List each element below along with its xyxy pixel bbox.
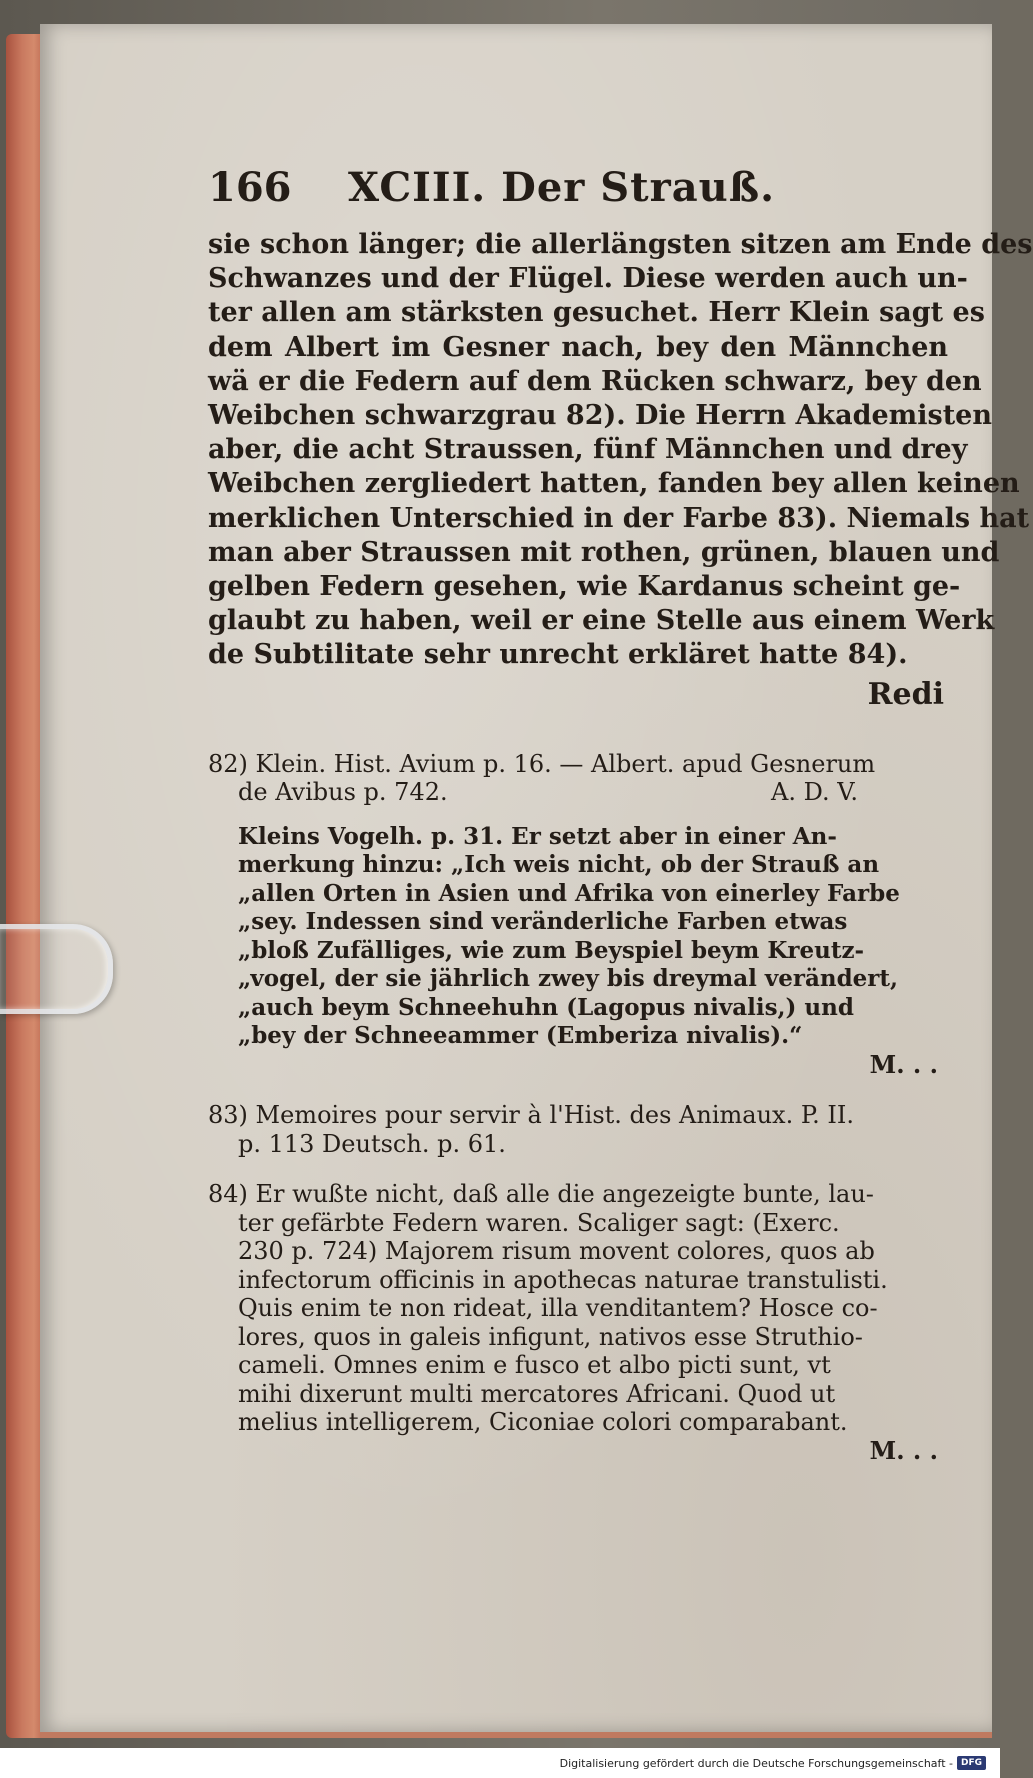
footnote-line: 82) Klein. Hist. Avium p. 16. — Albert. apud Gesnerum <box>208 749 876 778</box>
footnote-line: „bloß Zufälliges, wie zum Beyspiel beym Kreutz- <box>238 936 865 964</box>
footnote-line: melius intelligerem, Ciconiae colori comparabant. <box>238 1408 848 1437</box>
footnote-83 <box>208 1101 948 1158</box>
dfg-logo-icon: DFG <box>957 1756 986 1770</box>
body-line: Schwanzes und der Flügel. Diese werden auch un- <box>208 263 968 295</box>
body-line: glaubt zu haben, weil er eine Stelle aus einem Werk <box>208 605 995 637</box>
body-line: Weibchen schwarzgrau 82). Die Herrn Akademisten <box>208 400 992 432</box>
footnotes <box>208 750 948 1466</box>
book-page <box>40 24 1033 1738</box>
body-line: de Subtilitate sehr unrecht erkläret hatte 84). <box>208 639 908 671</box>
footnote-line: lores, quos in galeis infigunt, nativos esse Struthio- <box>238 1322 863 1351</box>
footnote-citation: de Avibus p. 742. <box>238 778 448 807</box>
footnote-line <box>208 778 948 807</box>
footnote-line: 84) Er wußte nicht, daß alle die angezeigte bunte, lau- <box>208 1180 874 1209</box>
footnote-signature: M. . . <box>869 1435 938 1465</box>
footnote-82 <box>208 750 948 1080</box>
footnote-signature: M. . . <box>869 1049 938 1079</box>
body-line: merklichen Unterschied in der Farbe 83). Niemals hat <box>208 502 1030 534</box>
footnote-line: Quis enim te non rideat, illa venditantem? Hosce co- <box>238 1294 878 1323</box>
footnote-line: „allen Orten in Asien und Afrika von einerley Farbe <box>238 879 900 907</box>
catchword: Redi <box>867 676 944 712</box>
body-line: aber, die acht Straussen, fünf Männchen und drey <box>208 434 968 466</box>
footnote-line: „bey der Schneeammer (Emberiza nivalis).“ <box>238 1022 803 1050</box>
digitization-credit-bar <box>0 1748 1000 1778</box>
body-line: man aber Straussen mit rothen, grünen, blauen und <box>208 536 1000 568</box>
footnote-84 <box>208 1180 948 1465</box>
body-line: wä er die Federn auf dem Rücken schwarz, bey den <box>208 365 982 397</box>
page-number: 166 <box>208 164 292 211</box>
footnote-82-commentary <box>208 823 948 1051</box>
footnote-signature: A. D. V. <box>771 778 858 807</box>
footnote-line: p. 113 Deutsch. p. 61. <box>238 1129 506 1158</box>
body-text <box>208 228 1033 673</box>
footnote-line: infectorum officinis in apothecas naturae transtulisti. <box>238 1265 888 1294</box>
footnote-line: cameli. Omnes enim e fusco et albo picti sunt, vt <box>238 1351 831 1380</box>
footnote-line: 83) Memoires pour servir à l'Hist. des Animaux. P. II. <box>208 1101 854 1130</box>
body-line: dem Albert im Gesner nach, bey den Männchen <box>208 331 948 363</box>
body-line: Weibchen zergliedert hatten, fanden bey allen keinen <box>208 468 1020 500</box>
page-clip <box>0 924 113 1014</box>
footnote-line: 230 p. 724) Majorem risum movent colores, quos ab <box>238 1237 875 1266</box>
footnote-line: mihi dixerunt multi mercatores Africani. Quod ut <box>238 1379 836 1408</box>
digitization-credit: Digitalisierung gefördert durch die Deutsche Forschungsgemeinschaft - <box>559 1756 953 1770</box>
page-content <box>208 164 1033 1479</box>
footnote-line: „vogel, der sie jährlich zwey bis dreymal verändert, <box>238 965 899 993</box>
footnote-line: merkung hinzu: „Ich weis nicht, ob der Strauß an <box>238 851 880 879</box>
footnote-line: „sey. Indessen sind veränderliche Farben etwas <box>238 908 848 936</box>
body-line: sie schon länger; die allerlängsten sitzen am Ende des <box>208 229 1033 260</box>
body-line: gelben Federn gesehen, wie Kardanus scheint ge- <box>208 571 961 603</box>
running-head: XCIII. Der Strauß. <box>348 164 776 211</box>
footnote-line: Kleins Vogelh. p. 31. Er setzt aber in einer An- <box>238 822 837 850</box>
page-header <box>208 164 948 222</box>
footnote-line: „auch beym Schneehuhn (Lagopus nivalis,) und <box>238 993 854 1021</box>
footnote-line: ter gefärbte Federn waren. Scaliger sagt: (Exerc. <box>238 1208 840 1237</box>
body-line: ter allen am stärksten gesuchet. Herr Klein sagt es <box>208 297 985 329</box>
